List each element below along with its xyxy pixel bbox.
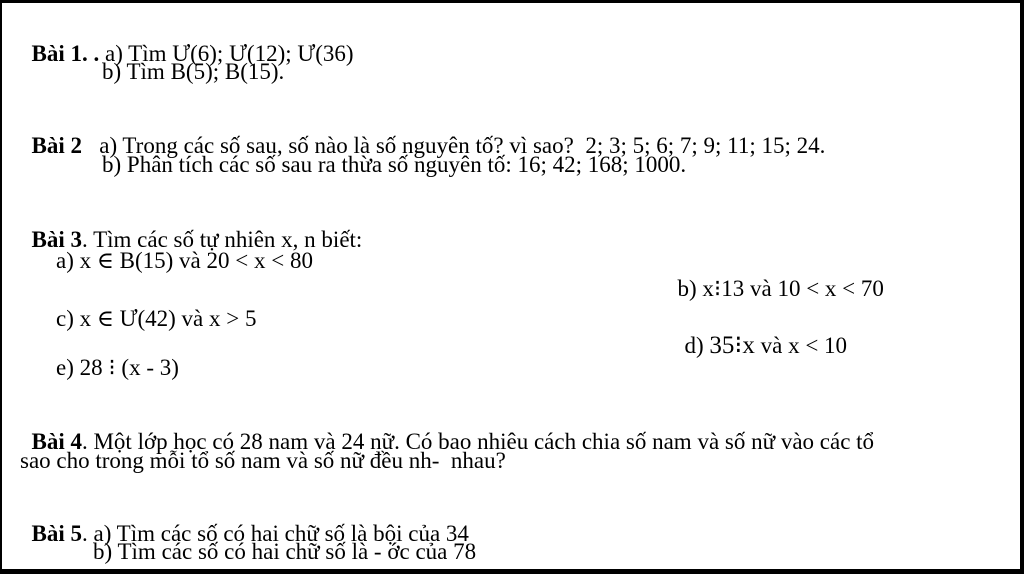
bai3-d-condition: và x < 10 xyxy=(754,333,848,358)
bai4-line-2: sao cho trong mỗi tổ số nam và số nữ đều nh- nhau? xyxy=(20,448,506,473)
bai4-text-1: . Một lớp học có 28 nam và 24 nữ. Có bao nhiêu cách chia số nam và số nữ vào các tổ xyxy=(81,429,875,454)
bai2-part-a: a) Trong các số sau, số nào là số nguyên tố? vì sao? 2; 3; 5; 6; 7; 9; 11; 15; 24. xyxy=(81,133,826,158)
bai1-heading: Bài 1. . xyxy=(31,41,100,66)
bai3-d-expression: 35⁝x xyxy=(709,332,755,359)
right-border xyxy=(1020,0,1024,574)
bai3-intro-line xyxy=(20,198,362,254)
bai3-b-label: b) xyxy=(677,276,697,301)
bai3-d-label: d) xyxy=(684,333,704,358)
bai3-part-b xyxy=(666,247,884,303)
bai2-heading: Bài 2 xyxy=(31,133,82,158)
top-border xyxy=(0,0,1024,3)
bai3-b-condition: và 10 < x < 70 xyxy=(744,276,884,301)
bai3-b-expression: x⁝13 xyxy=(702,276,745,301)
bai5-part-a: . a) Tìm các số có hai chữ số là bội của 34 xyxy=(81,521,469,546)
left-border xyxy=(0,0,2,574)
bai3-intro: . Tìm các số tự nhiên x, n biết: xyxy=(81,227,363,252)
bai3-heading: Bài 3 xyxy=(31,227,82,252)
bai1-part-a: a) Tìm Ư(6); Ư(12); Ư(36) xyxy=(99,41,354,66)
bai1-part-b: b) Tìm B(5); B(15). xyxy=(102,59,285,84)
bai2-part-b: b) Phân tích các số sau ra thừa số nguyên tố: 16; 42; 168; 1000. xyxy=(102,152,687,177)
bai3-part-e: e) 28 ⁝ (x - 3) xyxy=(56,355,179,380)
bottom-border xyxy=(0,569,1024,574)
bai4-heading: Bài 4 xyxy=(31,429,82,454)
bai3-part-d xyxy=(673,304,847,360)
bai3-part-c: c) x ∈ Ư(42) và x > 5 xyxy=(56,306,257,331)
bai5-heading: Bài 5 xyxy=(31,521,82,546)
bai3-part-a: a) x ∈ B(15) và 20 < x < 80 xyxy=(56,248,313,273)
bai5-part-b: b) Tìm các số có hai chữ số là - ớc của 78 xyxy=(93,539,477,564)
